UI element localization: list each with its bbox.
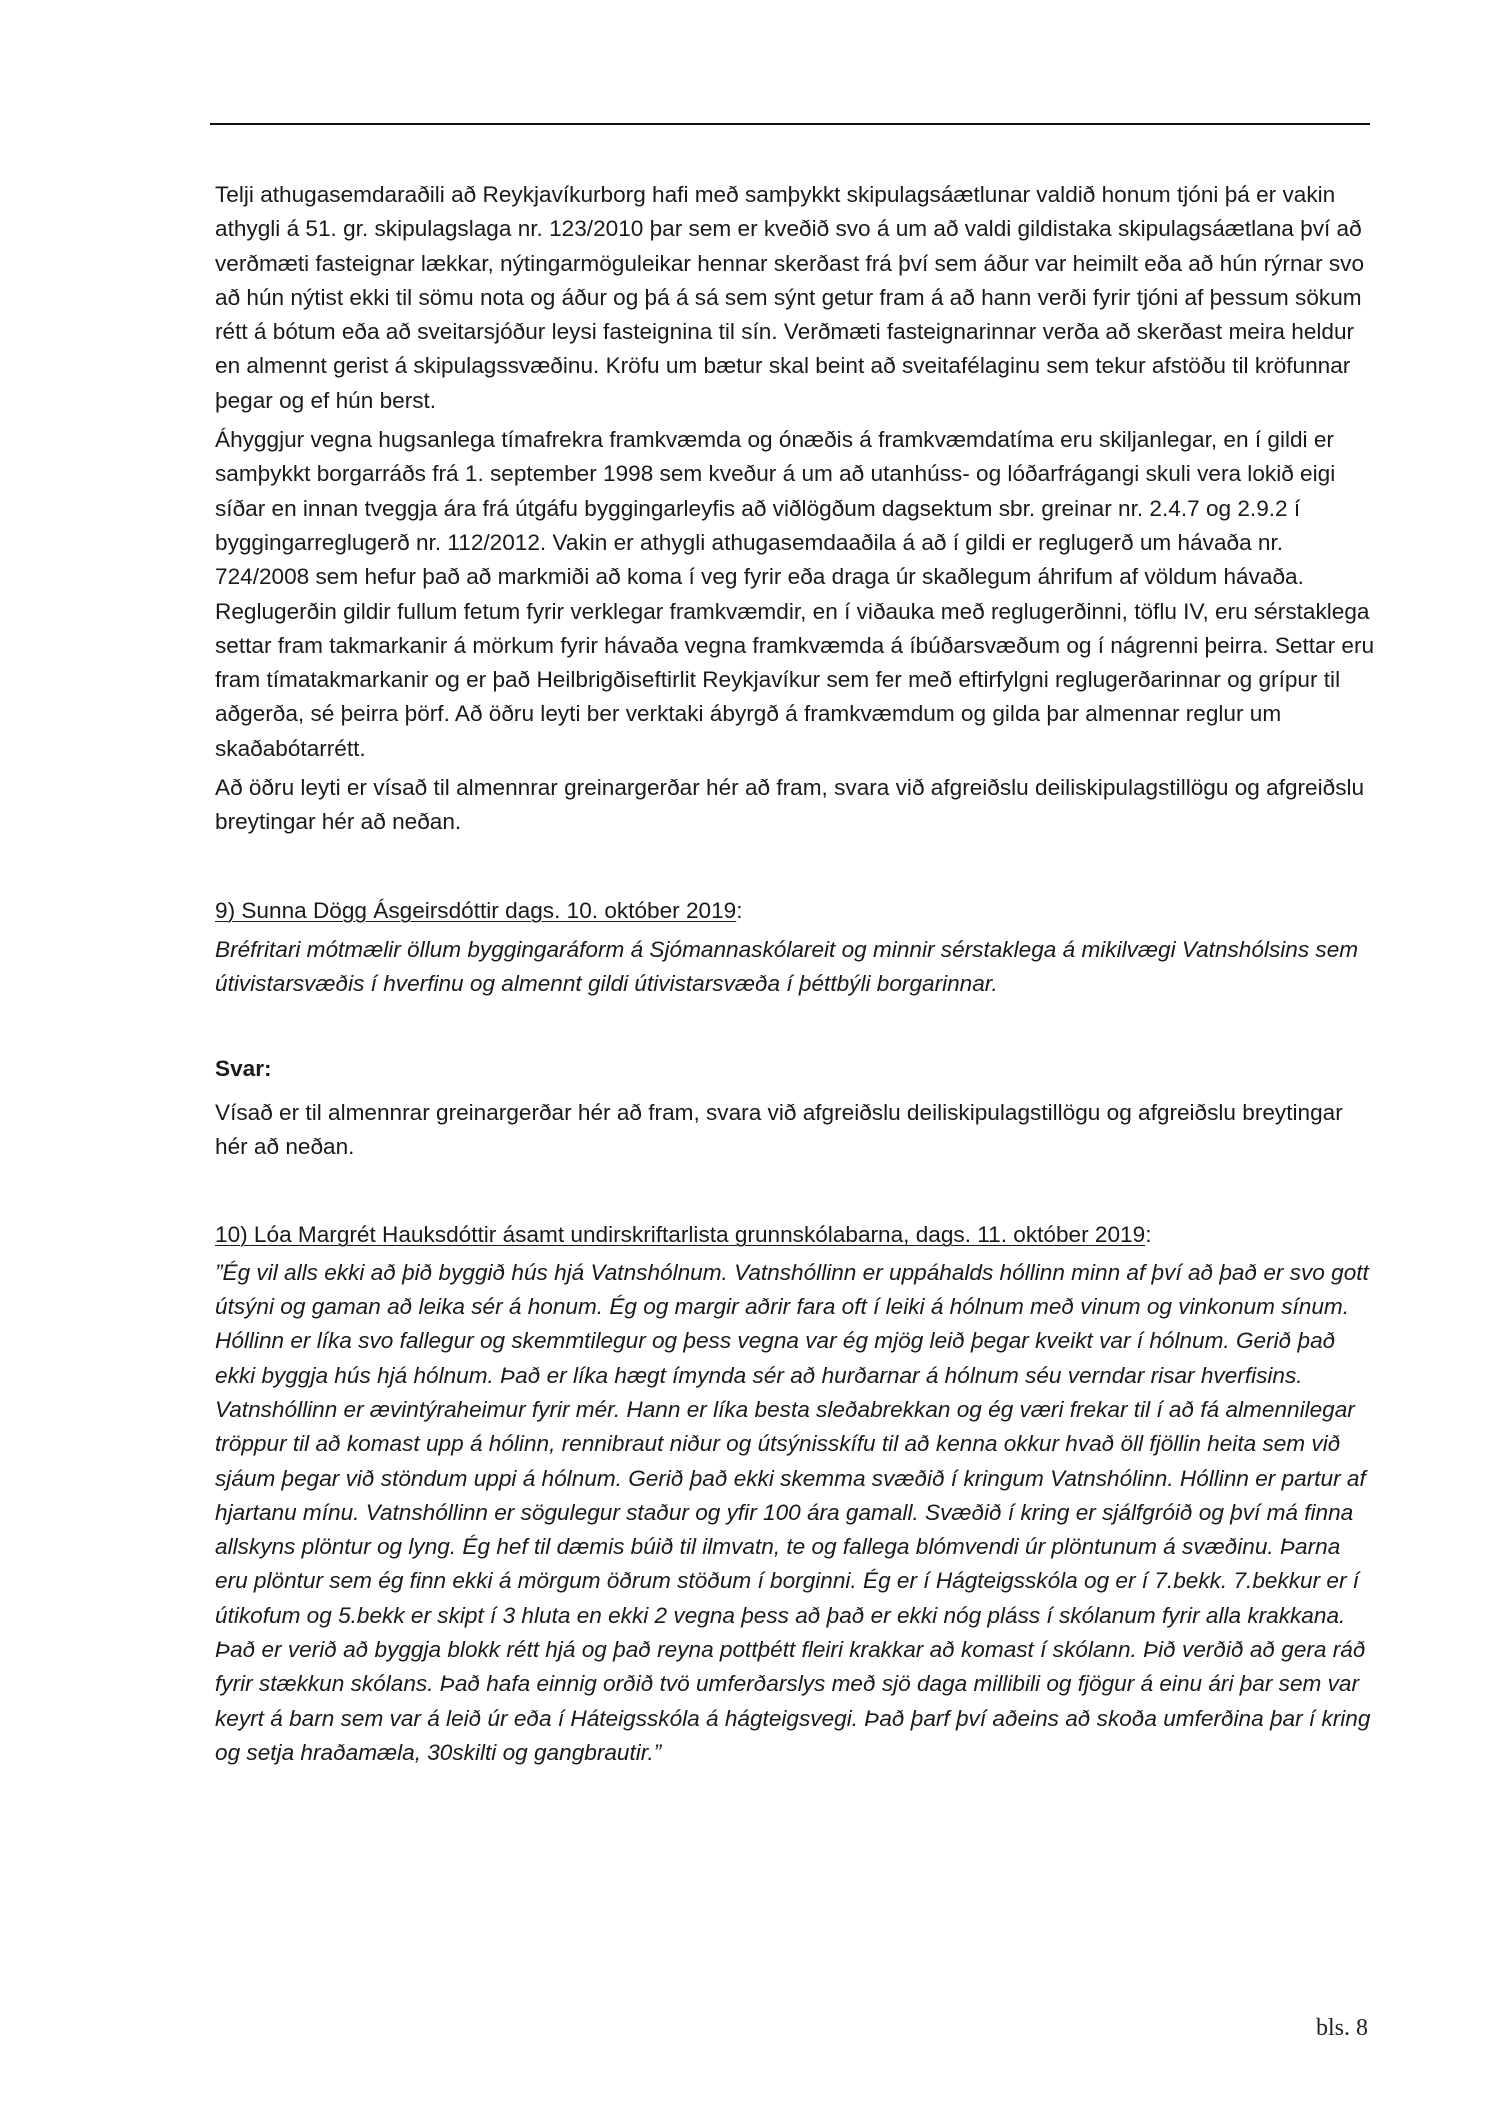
answer-text: Vísað er til almennrar greinargerðar hér að fram, svara við afgreiðslu deiliskipulagstillögu og afgreiðslu breytingar hér að neðan. bbox=[215, 1099, 1343, 1160]
answer-label: Svar: bbox=[215, 1055, 272, 1081]
section-heading-10-colon: : bbox=[1145, 1222, 1152, 1248]
section-9-summary: Bréfritari mótmælir öllum byggingaráform á Sjómannaskólareit og minnir sérstaklega á mikilvægi Vatnshólsins sem útivistarsvæðis í hverfinu og almennt gildi útivistarsvæða í þéttbýli borgarinnar. bbox=[215, 936, 1359, 997]
body-paragraph-compensation: Telji athugasemdaraðili að Reykjavíkurborg hafi með samþykkt skipulagsáætlunar valdið honum tjóni þá er vakin athygli á 51. gr. skipulagslaga nr. 123/2010 þar sem er kveðið svo á um að valdi gildistaka skipulagsáætlana því að verðmæti fasteignar lækkar, nýtingarmöguleikar hennar skerðast frá því sem áður var heimilt eða að hún rýrnar svo að hún nýtist ekki til sömu nota og áður og þá á sá sem sýnt getur fram á að hann verði fyrir tjóni af þessum sökum rétt á bótum eða að sveitarsjóður leysi fasteignina til sín. Verðmæti fasteignarinnar verða að skerðast meira heldur en almennt gerist á skipulagssvæðinu. Kröfu um bætur skal beint að sveitafélaginu sem tekur afstöðu til kröfunnar þegar og ef hún berst. bbox=[215, 182, 1365, 413]
section-heading-10-text: 10) Lóa Margrét Hauksdóttir ásamt undirskriftarlista grunnskólabarna, dags. 11. október 2019 bbox=[215, 1222, 1146, 1248]
body-paragraph-reference: Að öðru leyti er vísað til almennrar greinargerðar hér að fram, svara við afgreiðslu deiliskipulagstillögu og afgreiðslu breytingar hér að neðan. bbox=[215, 775, 1365, 835]
page-number: bls. 8 bbox=[1315, 2015, 1368, 2041]
section-heading-9-text: 9) Sunna Dögg Ásgeirsdóttir dags. 10. október 2019 bbox=[215, 897, 737, 923]
section-heading-9-colon: : bbox=[736, 897, 743, 923]
section-heading-10 bbox=[215, 1218, 1375, 1252]
section-heading-9 bbox=[215, 894, 1375, 928]
section-10-quote: ”Ég vil alls ekki að þið byggið hús hjá Vatnshólnum. Vatnshóllinn er uppáhalds hóllinn minn af því að það er svo gott útsýni og gaman að leika sér á honum. Ég og margir aðrir fara oft í leiki á hólnum með vinum og vinkonum sínum. Hóllinn er líka svo fallegur og skemmtilegur og þess vegna var ég mjög leið þegar kveikt var í hólnum. Gerið það ekki byggja hús hjá hólnum. Það er líka hægt ímynda sér að hurðarnar á hólnum séu verndar risar hverfisins. Vatnshóllinn er ævintýraheimur fyrir mér. Hann er líka besta sleðabrekkan og ég væri frekar til í að fá almennilegar tröppur til að komast upp á hólinn, rennibraut niður og útsýnisskífu til að kenna okkur hvað öll fjöllin heita sem við sjáum þegar við stöndum uppi á hólnum. Gerið það ekki skemma svæðið í kringum Vatnshólinn. Hóllinn er partur af hjartanu mínu. Vatnshóllinn er sögulegur staður og yfir 100 ára gamall. Svæðið í kring er sjálfgróið og því má finna allskyns plöntur og lyng. Ég hef til dæmis búið til ilmvatn, te og fallega blómvendi úr plöntunum á svæðinu. Þarna eru plöntur sem ég finn ekki á mörgum öðrum stöðum í borginni. Ég er í Hágteigsskóla og er í 7.bekk. 7.bekkur er í útikofum og 5.bekk er skipt í 3 hluta en ekki 2 vegna þess að það er ekki nóg pláss í skólanum fyrir alla krakkana. Það er verið að byggja blokk rétt hjá og það reyna pottþétt fleiri krakkar að komast í skólann. Þið verðið að gera ráð fyrir stækkun skólans. Það hafa einnig orðið tvö umferðarslys með sjö daga millibili og fjögur á einu ári þar sem var keyrt á barn sem var á leið úr eða í Háteigsskóla á hágteigsvegi. Það þarf því aðeins að skoða umferðina þar í kring og setja hraðamæla, 30skilti og gangbrautir.” bbox=[215, 1259, 1371, 1765]
header-rule bbox=[210, 123, 1370, 125]
body-paragraph-construction-noise: Áhyggjur vegna hugsanlega tímafrekra framkvæmda og ónæðis á framkvæmdatíma eru skiljanlegar, en í gildi er samþykkt borgarráðs frá 1. september 1998 sem kveður á um að utanhúss- og lóðarfrágangi skuli vera lokið eigi síðar en innan tveggja ára frá útgáfu byggingarleyfis að viðlögðum dagsektum sbr. greinar nr. 2.4.7 og 2.9.2 í byggingarreglugerð nr. 112/2012. Vakin er athygli athugasemdaaðila á að í gildi er reglugerð um hávaða nr. 724/2008 sem hefur það að markmiði að koma í veg fyrir eða draga úr skaðlegum áhrifum af völdum hávaða. Reglugerðin gildir fullum fetum fyrir verklegar framkvæmdir, en í viðauka með reglugerðinni, töflu IV, eru sérstaklega settar fram takmarkanir á mörkum fyrir hávaða vegna framkvæmda á íbúðarsvæðum og í nágrenni þeirra. Settar eru fram tímatakmarkanir og er það Heilbrigðiseftirlit Reykjavíkur sem fer með eftirfylgni reglugerðarinnar og grípur til aðgerða, sé þeirra þörf. Að öðru leyti ber verktaki ábyrgð á framkvæmdum og gilda þar almennar reglur um skaðabótarrétt. bbox=[215, 427, 1375, 761]
document-body bbox=[215, 178, 1375, 1770]
